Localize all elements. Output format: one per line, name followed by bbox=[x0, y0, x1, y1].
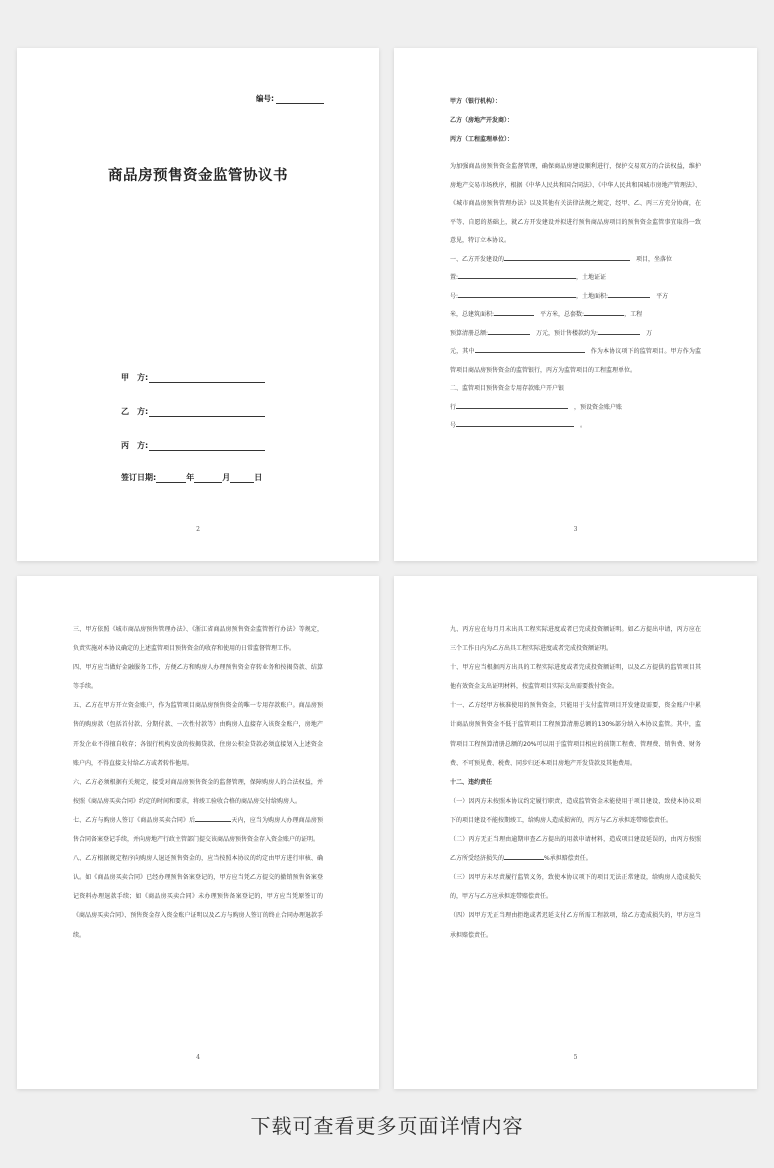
land-area-blank bbox=[608, 290, 650, 298]
floor-area-blank bbox=[494, 308, 534, 316]
location-blank bbox=[458, 271, 576, 279]
page-body bbox=[73, 620, 323, 945]
party-b-heading: 乙方（房地产开发商）： bbox=[450, 117, 514, 124]
units-blank bbox=[584, 308, 624, 316]
clause-10: 十、甲方应当根据丙方出具的工程实际进度或者完成投资额证明，以及乙方提供的监管项目其他有效资金支出证明材料，按监管项目实际支出需要拨付资金。 bbox=[450, 664, 701, 691]
scope-blank bbox=[475, 345, 585, 353]
day-blank bbox=[230, 474, 254, 483]
document-title: 商品房预售资金监管协议书 bbox=[108, 168, 288, 184]
clause-4: 四、甲方应当做好金融服务工作，方便乙方和购房人办理预售资金存转业务和按揭贷款、结算等手续。 bbox=[73, 664, 323, 691]
liability-1: （一）因丙方未按照本协议约定履行职责，造成监管资金未能使用于项目建设，致使本协议项下的项目建设不能按期竣工，给购房人造成损害的，丙方与乙方承担连带赔偿责任。 bbox=[450, 797, 701, 824]
party-c-heading: 丙方（工程监理单位）： bbox=[450, 136, 514, 143]
party-b-field: 乙 方: bbox=[121, 406, 265, 417]
contract-number-blank bbox=[276, 96, 324, 104]
clause-11: 十一、乙方经甲方核准使用的预售资金，只能用于支付监管项目开发建设需要，资金账户中累计商品房预售资金不低于监管项目工程预算清册总额的130%部分纳入本协议监管。其中，监管项目工程预算清册总额的20%可以用于监管项目相应的前期工程费、管理费、销售费、财务费、不可预见费、税费、同步归还本项目房地产开发贷款及其他费用。 bbox=[450, 702, 701, 767]
page-number: 3 bbox=[573, 526, 578, 533]
page-body bbox=[450, 92, 701, 436]
liability-4: （四）因甲方无正当理由拒绝或者迟延支付乙方所需工程款项，给乙方造成损失的，甲方应当承担赔偿责任。 bbox=[450, 912, 701, 939]
clause-6: 六、乙方必须根据有关规定，接受对商品房预售资金的监督管理，保障购房人的合法权益，并按照《商品房买卖合同》约定的时间和要求，将竣工验收合格的商品房交付给购房人。 bbox=[73, 778, 323, 805]
clause-8: 八、乙方根据规定程序向购房人退还预售资金的，应当按照本协议的约定由甲方进行审核、确认。如《商品房买卖合同》已经办理预售备案登记的，甲方应当凭乙方提交的撤销预售备案登记资料办理退款手续；如《商品房买卖合同》未办理预售备案登记的，甲方应当凭原签订的《商品房买卖合同》、预售资金存入资金账户证明以及乙方与购房人签订的终止合同办理退款手续。 bbox=[73, 855, 323, 939]
page-number: 4 bbox=[196, 1054, 200, 1061]
sales-blank bbox=[598, 327, 640, 335]
project-name-blank bbox=[504, 253, 630, 261]
clause-3: 三、甲方依照《城市商品房预售管理办法》、《浙江省商品房预售资金监管暂行办法》等规定，负责实施对本协议确定的上述监管项目预售资金的收存和使用的日常监督管理工作。 bbox=[73, 626, 323, 653]
account-blank bbox=[456, 419, 574, 427]
land-cert-blank bbox=[458, 290, 576, 298]
contract-number-field: 编号: bbox=[256, 93, 324, 104]
document-page-3 bbox=[394, 48, 757, 561]
document-page-4 bbox=[17, 576, 379, 1089]
days-blank bbox=[195, 814, 231, 822]
liability-3: （三）因甲方未尽责履行监管义务，致使本协议项下的项目无法正常建设，给购房人造成损失的，甲方与乙方应承担连带赔偿责任。 bbox=[450, 874, 701, 901]
year-blank bbox=[156, 474, 186, 483]
intro-paragraph: 为加强商品房预售资金监督管理，确保商品房建设顺利进行，保护交易双方的合法权益，维护房地产交易市场秩序，根据《中华人民共和国合同法》、《中华人民共和国城市房地产管理法》、《城市商品房预售管理办法》以及其他有关法律法规之规定，经甲、乙、丙三方充分协商，在平等、自愿的基础上，就乙方开发建设并拟进行预售商品房项目的预售资金监管事宜取得一致意见，特订立本协议。 bbox=[450, 163, 701, 244]
clause-12-heading: 十二、违约责任 bbox=[450, 778, 493, 786]
document-page-2 bbox=[17, 48, 379, 561]
download-more-caption: 下载可查看更多页面详情内容 bbox=[250, 1114, 524, 1138]
party-b-blank bbox=[149, 408, 265, 417]
party-a-heading: 甲方（银行机构）： bbox=[450, 98, 502, 105]
page-number: 5 bbox=[573, 1054, 578, 1061]
clause-2: 二、监管项目预售资金专用存款账户开户银 行 ，预设资金账户账 号 。 bbox=[450, 385, 623, 429]
clause-1: 一、乙方开发建设的 项目，坐落位 置: ，土地证证 号: ，土地面积: 平方 米，总建筑面积: 平方米，总套数: ，工程 预算清册总额: 万元，预计售楼款约为: 万 元，其中 作为本协议项下的监管项目。甲方作为监管项目商品房预售资金的监管银行，丙方为监管项目的工程监理单位。 bbox=[450, 251, 701, 381]
party-c-blank bbox=[149, 442, 265, 451]
party-a-field: 甲 方: bbox=[121, 372, 265, 383]
party-c-field: 丙 方: bbox=[121, 440, 265, 451]
page-number: 2 bbox=[196, 526, 200, 533]
party-a-blank bbox=[149, 374, 265, 383]
percent-blank bbox=[504, 852, 544, 860]
clause-7: 七、乙方与购房人签订《商品房买卖合同》后 天内，应当为购房人办理商品房预售合同备案登记手续，并向房地产行政主管部门提交该商品房预售资金存入资金账户的证明。 bbox=[73, 811, 323, 849]
sign-date-field: 签订日期: 年 月 日 bbox=[121, 473, 263, 482]
clause-9: 九、丙方应在每月月末出具工程实际进度或者已完成投资额证明。如乙方提出申请，丙方应在三个工作日内为乙方出具工程实际进度或者完成投资额证明。 bbox=[450, 626, 701, 653]
budget-blank bbox=[488, 327, 530, 335]
bank-blank bbox=[456, 401, 568, 409]
document-page-5 bbox=[394, 576, 757, 1089]
clause-5: 五、乙方在甲方开立资金账户，作为监管项目商品房预售资金的唯一专用存款账户。商品房预售的购房款（包括首付款、分期付款、一次性付款等）由购房人直接存入该资金账户，房地产开发企业不得擅自收存；各银行机构发放的按揭贷款、住房公积金贷款必须直接划入上述资金账户内，不得直接支付给乙方或者转作他用。 bbox=[73, 702, 323, 767]
month-blank bbox=[194, 474, 222, 483]
liability-2: （二）丙方无正当理由逾期审查乙方提出的用款申请材料，造成项目建设延误的，由丙方按照乙方所受经济损失的 %承担赔偿责任。 bbox=[450, 836, 701, 863]
page-body bbox=[450, 620, 701, 945]
